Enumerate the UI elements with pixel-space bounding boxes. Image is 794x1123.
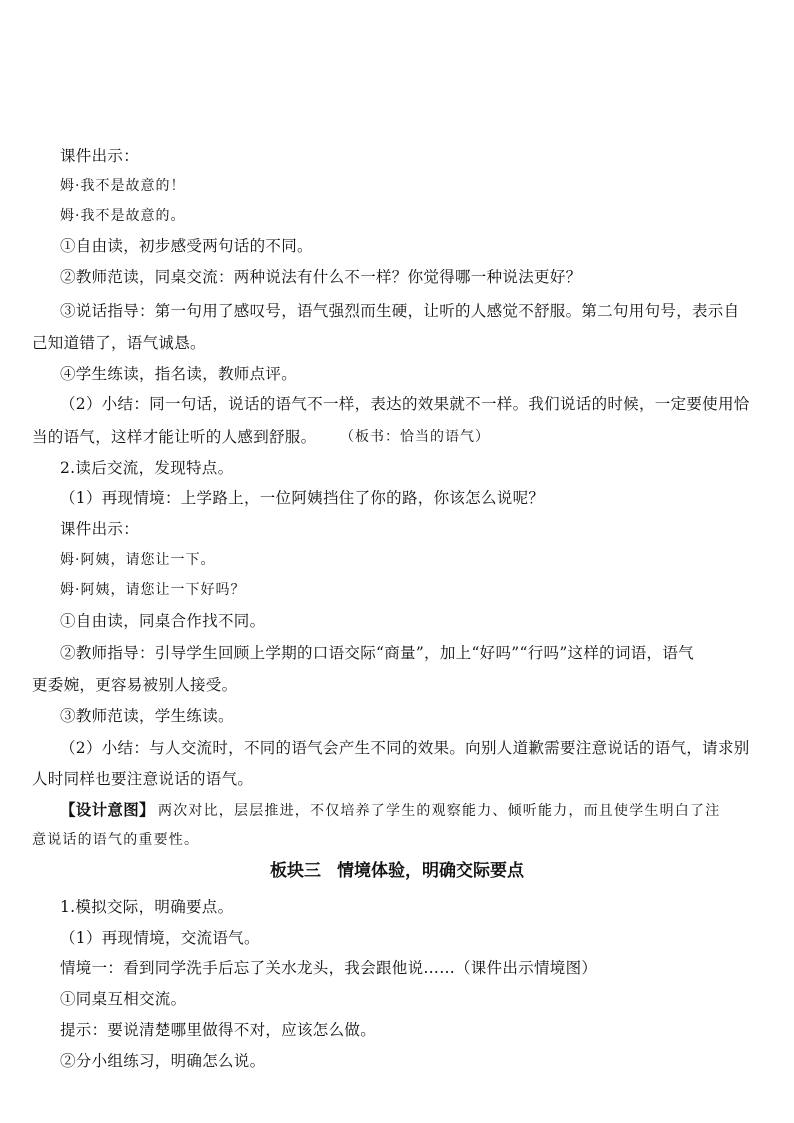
paragraph-line: （2）小结：同一句话，说话的语气不一样，表达的效果就不一样。我们说话的时候，一定要使用恰 <box>60 395 750 413</box>
paragraph-line: ③教师范读，学生练读。 <box>60 707 234 725</box>
paragraph-line: 更委婉，更容易被别人接受。 <box>32 676 238 694</box>
paragraph-line: ②分小组练习，明确怎么说。 <box>60 1052 266 1070</box>
paragraph-line: 课件出示： <box>60 520 140 538</box>
paragraph-line: 姆·我不是故意的。 <box>60 208 186 224</box>
paragraph-line: ④学生练读，指名读，教师点评。 <box>60 365 298 383</box>
section-heading <box>0 860 794 882</box>
paragraph-line: 情境一：看到同学洗手后忘了关水龙头，我会跟他说……（课件出示情境图） <box>60 959 598 977</box>
paragraph-line: 2.读后交流，发现特点。 <box>60 459 234 477</box>
design-intent-text: 意说话的语气的重要性。 <box>32 832 200 848</box>
paragraph-line: 姆·阿姨，请您让一下好吗？ <box>60 582 246 598</box>
paragraph-line: （1）再现情境，交流语气。 <box>60 929 260 947</box>
board-note: （板书：恰当的语气） <box>340 429 490 445</box>
paragraph-line: ②教师范读，同桌交流：两种说法有什么不一样？你觉得哪一种说法更好？ <box>60 268 582 286</box>
paragraph-line: ①自由读，初步感受两句话的不同。 <box>60 237 313 255</box>
paragraph-line: （2）小结：与人交流时，不同的语气会产生不同的效果。向别人道歉需要注意说话的语气，请求别 <box>60 739 750 757</box>
paragraph-line: （1）再现情境：上学路上，一位阿姨挡住了你的路，你该怎么说呢？ <box>60 489 545 507</box>
section-title: 情境体验，明确交际要点 <box>337 861 524 881</box>
paragraph-line: ①同桌互相交流。 <box>60 990 187 1008</box>
paragraph-line: 提示：要说清楚哪里做得不对，应该怎么做。 <box>60 1021 377 1039</box>
paragraph-line: ③说话指导：第一句用了感叹号，语气强烈而生硬，让听的人感觉不舒服。第二句用句号，表示自 <box>60 302 740 320</box>
paragraph-line: ①自由读，同桌合作找不同。 <box>60 612 266 630</box>
design-intent-label: 【设计意图】 <box>60 801 155 819</box>
paragraph-line: 姆·阿姨，请您让一下。 <box>60 552 216 568</box>
paragraph-line: 姆·我不是故意的！ <box>60 178 186 194</box>
paragraph-line: 当的语气，这样才能让听的人感到舒服。 <box>32 428 317 446</box>
paragraph-line: 己知道错了，语气诚恳。 <box>32 334 206 352</box>
paragraph-line: 人时同样也要注意说话的语气。 <box>32 770 254 788</box>
design-intent-text: 两次对比，层层推进，不仅培养了学生的观察能力、倾听能力，而且使学生明白了注 <box>158 803 721 819</box>
paragraph-line: ②教师指导：引导学生回顾上学期的口语交际“商量”，加上“好吗”“行吗”这样的词语，语气 <box>60 644 694 662</box>
paragraph-line: 课件出示： <box>60 147 140 165</box>
section-number: 板块三 <box>270 861 321 881</box>
paragraph-line: 1.模拟交际，明确要点。 <box>60 898 234 916</box>
